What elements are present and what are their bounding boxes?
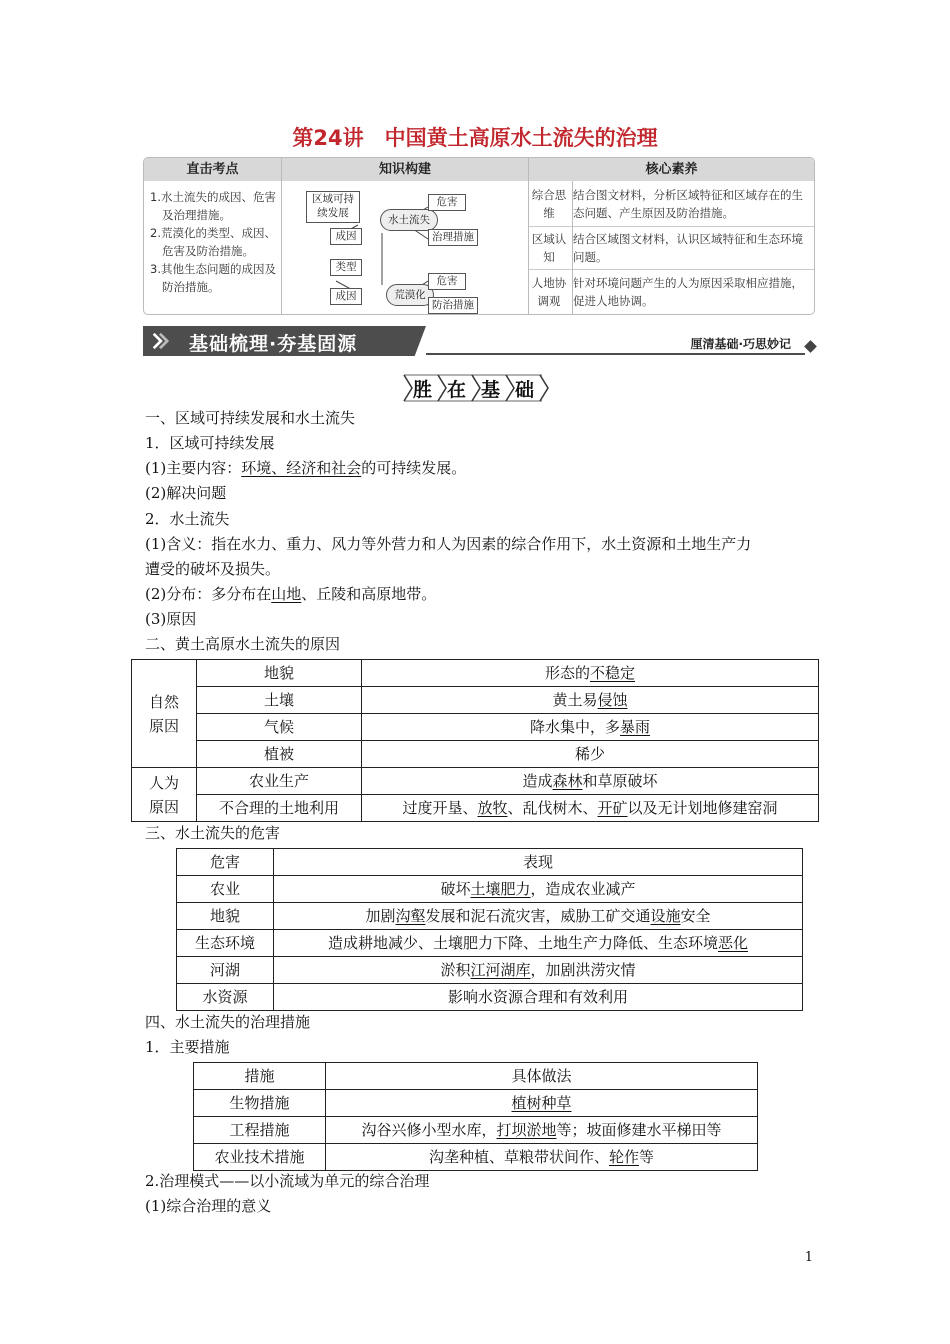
measures-table	[193, 1062, 758, 1171]
table-row	[194, 1063, 758, 1090]
table-cell: 黄土易侵蚀	[362, 687, 819, 714]
section-heading-1: 一、区域可持续发展和水土流失	[145, 409, 356, 427]
diamond-icon	[804, 340, 817, 353]
literacy-label: 区域认知	[531, 232, 567, 264]
literacy-text: 针对环境问题产生的人为原因采取相应措施，促进人地协调。	[573, 276, 803, 308]
table-cell: 生物措施	[194, 1090, 326, 1117]
exam-points	[150, 188, 282, 296]
table-cell: 破坏土壤肥力，造成农业减产	[274, 876, 803, 903]
node-cause-1: 成因	[330, 228, 362, 245]
paragraph-problem: (2)解决问题	[145, 484, 227, 502]
table-cell: 地貌	[197, 660, 362, 687]
page-number: 1	[804, 1250, 813, 1265]
table-row	[177, 957, 803, 984]
table-cell: 降水集中，多暴雨	[362, 714, 819, 741]
table-cell: 沟垄种植、草粮带状间作、轮作等	[326, 1144, 758, 1171]
table-cell: 稀少	[362, 741, 819, 768]
overview-box	[143, 157, 815, 315]
table-cell: 地貌	[177, 903, 274, 930]
table-cell: 土壤	[197, 687, 362, 714]
harms-table	[176, 848, 803, 1011]
paragraph-causes: (3)原因	[145, 610, 197, 628]
natural-causes-label: 自然原因	[132, 660, 197, 768]
table-cell: 工程措施	[194, 1117, 326, 1144]
table-cell: 过度开垦、放牧、乱伐树木、开矿以及无计划地修建窑洞	[362, 795, 819, 822]
basics-char-1: 胜	[413, 379, 433, 401]
subheading-1-2: 2．水土流失	[145, 510, 230, 528]
section-banner	[143, 326, 815, 358]
table-cell: 加剧沟壑发展和泥石流灾害，威胁工矿交通设施安全	[274, 903, 803, 930]
table-cell: 农业生产	[197, 768, 362, 795]
table-row	[132, 795, 819, 822]
table-header: 表现	[274, 849, 803, 876]
table-cell: 生态环境	[177, 930, 274, 957]
banner-title: 基础梳理·夯基固源	[189, 333, 358, 355]
node-soil-erosion: 水土流失	[380, 209, 438, 231]
header-knowledge: 知识构建	[282, 158, 528, 181]
table-cell: 造成耕地减少、土壤肥力下降、土地生产力降低、生态环境恶化	[274, 930, 803, 957]
table-row	[132, 660, 819, 687]
paragraph-distribution: (2)分布：多分布在山地、丘陵和高原地带。	[145, 585, 437, 603]
table-cell: 农业技术措施	[194, 1144, 326, 1171]
table-cell: 河湖	[177, 957, 274, 984]
table-header: 措施	[194, 1063, 326, 1090]
node-type: 类型	[330, 259, 362, 276]
header-literacy: 核心素养	[529, 158, 814, 181]
subheading-4-2: 2.治理模式——以小流域为单元的综合治理	[145, 1172, 430, 1190]
section-heading-2: 二、黄土高原水土流失的原因	[145, 635, 341, 653]
header-points: 直击考点	[144, 158, 281, 181]
literacy-text: 结合图文材料，分析区域特征和区域存在的生态问题、产生原因及防治措施。	[573, 188, 803, 220]
table-row	[132, 768, 819, 795]
table-row	[132, 687, 819, 714]
basics-heading	[402, 373, 552, 403]
table-row	[177, 876, 803, 903]
table-header: 具体做法	[326, 1063, 758, 1090]
subheading-1-1: 1．区域可持续发展	[145, 434, 275, 452]
paragraph-significance: (1)综合治理的意义	[145, 1197, 272, 1215]
basics-char-3: 基	[481, 379, 501, 401]
node-sustainable: 区域可持续发展	[306, 191, 360, 223]
node-prevention: 防治措施	[428, 297, 478, 314]
table-cell: 农业	[177, 876, 274, 903]
table-row	[194, 1117, 758, 1144]
point-3: 3.其他生态问题的成因及防治措施。	[150, 262, 276, 294]
banner-subtitle: 厘清基础·巧思妙记	[690, 337, 791, 351]
paragraph-content: (1)主要内容：环境、经济和社会的可持续发展。	[145, 459, 467, 477]
section-heading-4: 四、水土流失的治理措施	[145, 1013, 311, 1031]
table-cell: 水资源	[177, 984, 274, 1011]
causes-table	[131, 659, 819, 822]
table-row	[132, 741, 819, 768]
table-cell: 植被	[197, 741, 362, 768]
node-measures: 治理措施	[428, 229, 478, 246]
literacy-label: 综合思维	[531, 188, 567, 220]
basics-char-2: 在	[447, 379, 467, 401]
point-2: 2.荒漠化的类型、成因、危害及防治措施。	[150, 226, 276, 258]
node-cause-2: 成因	[330, 288, 362, 305]
table-row	[177, 930, 803, 957]
table-cell: 植树种草	[326, 1090, 758, 1117]
table-cell: 形态的不稳定	[362, 660, 819, 687]
table-row	[177, 984, 803, 1011]
table-cell: 淤积江河湖库，加剧洪涝灾情	[274, 957, 803, 984]
paragraph-definition-line2: 遭受的破坏及损失。	[145, 560, 281, 578]
paragraph-definition-line1: (1)含义：指在水力、重力、风力等外营力和人为因素的综合作用下，水土资源和土地生产力	[145, 535, 752, 553]
table-row	[132, 714, 819, 741]
literacy-label: 人地协调观	[531, 276, 567, 308]
table-cell: 影响水资源合理和有效利用	[274, 984, 803, 1011]
chevron-right-icon	[151, 332, 169, 350]
subheading-4-1: 1．主要措施	[145, 1038, 230, 1056]
table-row	[177, 903, 803, 930]
literacy-text: 结合区域图文材料，认识区域特征和生态环境问题。	[573, 232, 803, 264]
basics-char-4: 础	[515, 379, 535, 401]
table-cell: 气候	[197, 714, 362, 741]
point-1: 1.水土流失的成因、危害及治理措施。	[150, 190, 276, 222]
table-cell: 沟谷兴修小型水库，打坝淤地等；坡面修建水平梯田等	[326, 1117, 758, 1144]
node-harm-1: 危害	[428, 194, 466, 211]
node-desertification: 荒漠化	[386, 284, 434, 306]
table-header: 危害	[177, 849, 274, 876]
section-heading-3: 三、水土流失的危害	[145, 824, 281, 842]
table-cell: 造成森林和草原破坏	[362, 768, 819, 795]
table-row	[194, 1144, 758, 1171]
page-title: 第24讲 中国黄土高原水土流失的治理	[292, 126, 658, 150]
table-row	[194, 1090, 758, 1117]
table-row	[177, 849, 803, 876]
table-cell: 不合理的土地利用	[197, 795, 362, 822]
human-causes-label: 人为原因	[132, 768, 197, 822]
node-harm-2: 危害	[428, 273, 466, 290]
